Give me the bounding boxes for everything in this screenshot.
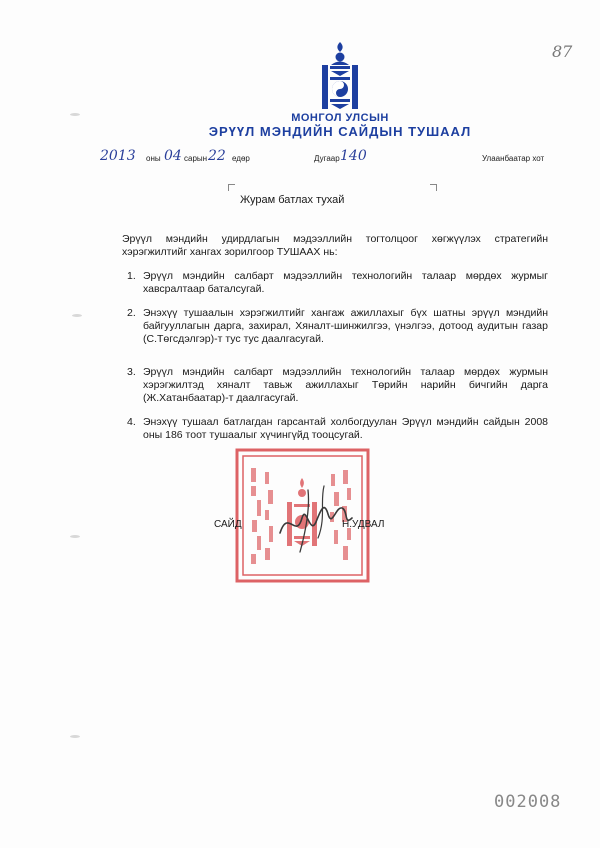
list-item-number: 3. bbox=[127, 366, 136, 378]
date-day: 22 bbox=[208, 148, 226, 164]
subject-corner-right bbox=[430, 184, 437, 191]
date-day-suffix: едөр bbox=[232, 154, 250, 163]
scan-speck bbox=[72, 314, 82, 317]
list-item-text: Эрүүл мэндийн салбарт мэдээллийн технологийн талаар мөрдөх журмыг хавсралтаар баталсугай. bbox=[143, 270, 548, 295]
date-year-suffix: оны bbox=[146, 154, 161, 163]
header-line-2: ЭРҮҮЛ МЭНДИЙН САЙДЫН ТУШААЛ bbox=[208, 124, 472, 139]
list-item-text: Эрүүл мэндийн салбарт мэдээллийн технологийн талаар мөрдөх журмын хэрэгжилтэд хяналт тавьж ажиллахыг Төрийн нарийн бичгийн дарга (Ж.Хатанбаатар)-т даалгасугай. bbox=[143, 366, 548, 404]
header-line-1: МОНГОЛ УЛСЫН bbox=[291, 112, 389, 124]
subject-corner-left bbox=[228, 184, 235, 191]
order-number: 140 bbox=[340, 148, 367, 164]
date-month-suffix: сарын bbox=[184, 154, 208, 163]
signatory-title: САЙД bbox=[214, 519, 242, 530]
scan-speck bbox=[70, 113, 80, 116]
document-subject: Журам батлах тухай bbox=[240, 194, 345, 206]
date-month: 04 bbox=[164, 148, 182, 164]
list-item-number: 2. bbox=[127, 307, 136, 319]
number-label: Дугаар bbox=[314, 154, 340, 163]
list-item-number: 1. bbox=[127, 270, 136, 282]
list-item bbox=[127, 416, 548, 442]
place-label: Улаанбаатар хот bbox=[482, 154, 545, 163]
scan-speck bbox=[70, 535, 80, 538]
soyombo-emblem-icon bbox=[318, 40, 362, 112]
date-year: 2013 bbox=[100, 148, 136, 164]
list-item bbox=[127, 307, 548, 346]
list-item-number: 4. bbox=[127, 416, 136, 428]
list-item-text: Энэхүү тушаал батлагдан гарсантай холбогдуулан Эрүүл мэндийн сайдын 2008 оны 186 тоот тушаалыг хүчингүйд тооцсугай. bbox=[143, 416, 548, 441]
list-item-text: Энэхүү тушаалын хэрэгжилтийг хангаж ажиллахыг бүх шатны эрүүл мэндийн байгууллагын дарга, захирал, Хяналт-шинжилгээ, үнэлгээ, дотоод аудитын газар (С.Төгсдэлгэр)-т тус тус даалгасугай. bbox=[143, 307, 548, 345]
list-item bbox=[127, 270, 548, 296]
intro-paragraph: Эрүүл мэндийн удирдлагын мэдээллийн тогтолцоог хөгжүүлэх стратегийн хэрэгжилтийг хангах зорилгоор ТУШААХ нь: bbox=[122, 233, 548, 258]
handwritten-signature-icon bbox=[270, 478, 360, 558]
margin-handwritten-number: 87 bbox=[552, 42, 573, 61]
signatory-name: Н.УДВАЛ bbox=[342, 519, 385, 530]
list-item bbox=[127, 366, 548, 405]
page-serial-number: 002008 bbox=[494, 792, 562, 812]
scan-speck bbox=[70, 735, 80, 738]
